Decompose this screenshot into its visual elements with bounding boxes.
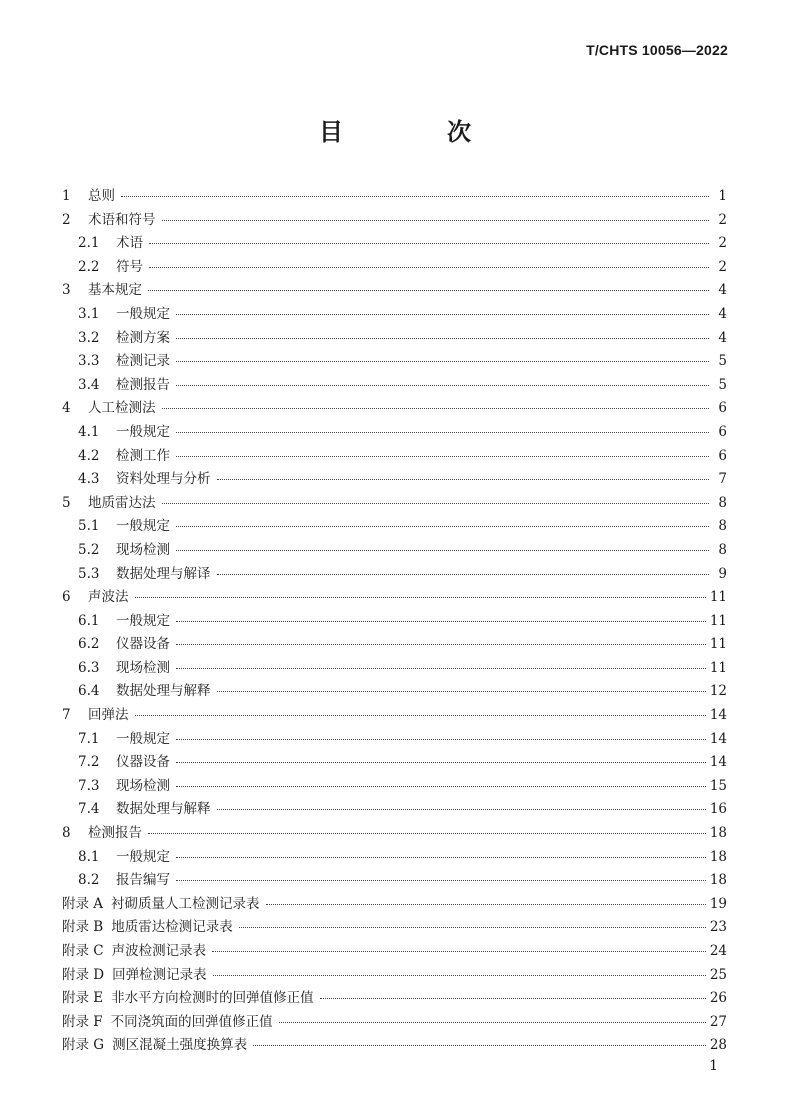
dot-leader: [176, 525, 709, 527]
toc-entry[interactable]: [62, 657, 727, 681]
toc-entry-number: 7.2: [78, 754, 100, 771]
dot-leader: [176, 738, 706, 740]
toc-entry[interactable]: [62, 846, 727, 870]
toc-entry[interactable]: [62, 798, 727, 822]
toc-entry-number: 8.1: [78, 848, 100, 865]
toc-entry[interactable]: [62, 775, 727, 799]
toc-entry[interactable]: [62, 515, 727, 539]
toc-entry-number: 8: [62, 825, 71, 842]
dot-leader: [212, 950, 706, 952]
toc-entry-page: 15: [709, 777, 727, 794]
toc-entry-title: 声波法: [88, 589, 129, 606]
toc-entry-page: 25: [709, 966, 727, 983]
dot-leader: [217, 808, 706, 810]
dot-leader: [176, 620, 706, 622]
dot-leader: [176, 667, 706, 669]
toc-entry-title: 回弹检测记录表: [112, 966, 207, 983]
toc-entry-page: 18: [709, 848, 727, 865]
toc-entry-page: 23: [709, 919, 727, 936]
dot-leader: [217, 573, 710, 575]
toc-entry-page: 2: [718, 211, 727, 228]
dot-leader: [148, 289, 709, 291]
toc-entry-number: 3.3: [78, 353, 100, 370]
toc-entry-page: 8: [718, 494, 727, 511]
toc-entry-page: 4: [718, 282, 727, 299]
toc-entry-title: 术语和符号: [88, 211, 156, 228]
toc-entry[interactable]: [62, 279, 727, 303]
toc-entry-title: 现场检测: [116, 777, 170, 794]
toc-entry-page: 8: [718, 541, 727, 558]
toc-entry-number: 6.1: [78, 612, 100, 629]
toc-entry-page: 28: [709, 1037, 727, 1054]
dot-leader: [176, 549, 709, 551]
toc-entry-number: 5.1: [78, 518, 100, 535]
toc-entry[interactable]: [62, 421, 727, 445]
toc-entry[interactable]: [62, 397, 727, 421]
toc-entry-title: 检测工作: [116, 447, 170, 464]
toc-entry-number: 1: [62, 188, 71, 204]
toc-entry[interactable]: [62, 185, 727, 209]
dot-leader: [135, 714, 706, 716]
toc-entry-number: 8.2: [78, 872, 100, 889]
toc-entry-page: 14: [709, 754, 727, 771]
toc-entry-title: 人工检测法: [88, 400, 156, 417]
toc-entry-number: 4.1: [78, 423, 100, 440]
dot-leader: [148, 832, 706, 834]
toc-entry[interactable]: [62, 680, 727, 704]
toc-entry-page: 14: [709, 707, 727, 724]
toc-entry-page: 2: [718, 235, 727, 252]
toc-entry-page: 4: [718, 329, 727, 346]
toc-entry-number: 3.2: [78, 329, 100, 346]
toc-entry-number: 附录 D: [62, 966, 105, 983]
toc-entry-page: 26: [709, 990, 727, 1007]
toc-entry-number: 7: [62, 707, 71, 724]
toc-entry-page: 6: [718, 423, 727, 440]
toc-entry[interactable]: [62, 492, 727, 516]
toc-entry-number: 7.1: [78, 730, 100, 747]
dot-leader: [176, 643, 706, 645]
dot-leader: [149, 242, 709, 244]
toc-entry-number: 4.2: [78, 447, 100, 464]
toc-entry[interactable]: [62, 1011, 727, 1035]
toc-entry-title: 术语: [116, 235, 143, 252]
dot-leader: [217, 478, 710, 480]
toc-entry-page: 27: [709, 1013, 727, 1030]
dot-leader: [162, 502, 710, 504]
table-of-contents: [62, 185, 727, 1058]
toc-entry-number: 6.3: [78, 659, 100, 676]
toc-entry-title: 一般规定: [116, 730, 170, 747]
toc-entry[interactable]: [62, 563, 727, 587]
dot-leader: [239, 926, 706, 928]
toc-entry-title: 不同浇筑面的回弹值修正值: [110, 1013, 273, 1030]
toc-entry[interactable]: [62, 209, 727, 233]
dot-leader: [217, 690, 706, 692]
toc-entry-title: 衬砌质量人工检测记录表: [111, 895, 260, 912]
toc-entry-title: 仪器设备: [116, 754, 170, 771]
toc-entry[interactable]: [62, 303, 727, 327]
dot-leader: [279, 1021, 706, 1023]
toc-entry-title: 一般规定: [116, 518, 170, 535]
dot-leader: [176, 384, 709, 386]
dot-leader: [176, 879, 706, 881]
toc-entry-page: 24: [709, 943, 727, 959]
toc-entry-page: 8: [718, 518, 727, 535]
toc-entry[interactable]: [62, 374, 727, 398]
toc-entry-title: 检测方案: [116, 329, 170, 346]
toc-entry-page: 6: [718, 447, 727, 464]
toc-entry-title: 数据处理与解释: [116, 683, 211, 700]
toc-entry-page: 12: [709, 683, 727, 700]
toc-entry-number: 5: [62, 494, 71, 511]
toc-entry-number: 5.2: [78, 541, 100, 558]
toc-entry[interactable]: [62, 869, 727, 893]
dot-leader: [121, 195, 709, 197]
toc-entry-title: 一般规定: [116, 612, 170, 629]
toc-entry-title: 符号: [116, 258, 143, 275]
toc-entry-title: 数据处理与解译: [116, 565, 211, 582]
toc-entry[interactable]: [62, 256, 727, 280]
toc-entry-page: 7: [718, 471, 727, 488]
toc-entry[interactable]: [62, 445, 727, 469]
dot-leader: [176, 360, 709, 362]
toc-entry[interactable]: [62, 586, 727, 610]
toc-entry[interactable]: [62, 940, 727, 964]
toc-entry-title: 现场检测: [116, 541, 170, 558]
toc-entry-title: 仪器设备: [116, 636, 170, 653]
toc-title: 目 次: [319, 118, 511, 146]
toc-entry-page: 11: [709, 589, 727, 606]
toc-entry-title: 一般规定: [116, 305, 170, 322]
toc-entry-title: 地质雷达法: [88, 494, 156, 511]
toc-entry-title: 报告编写: [116, 872, 170, 889]
toc-entry-page: 9: [718, 565, 727, 582]
toc-entry-title: 测区混凝土强度换算表: [112, 1037, 248, 1054]
toc-entry[interactable]: [62, 893, 727, 917]
toc-entry-title: 检测报告: [116, 376, 170, 393]
toc-entry-title: 数据处理与解释: [116, 801, 211, 818]
toc-entry-number: 附录 A: [62, 895, 104, 912]
toc-entry-title: 声波检测记录表: [111, 943, 207, 959]
dot-leader: [162, 219, 710, 221]
toc-entry-number: 附录 G: [62, 1037, 105, 1054]
dot-leader: [176, 785, 706, 787]
toc-entry-number: 2.1: [78, 235, 100, 252]
toc-entry-title: 一般规定: [116, 423, 170, 440]
toc-entry-title: 基本规定: [88, 282, 142, 299]
dot-leader: [320, 997, 706, 999]
toc-entry-number: 4: [62, 400, 71, 417]
toc-entry-page: 18: [709, 872, 727, 889]
toc-entry-page: 14: [709, 730, 727, 747]
toc-entry-number: 2: [62, 211, 71, 228]
toc-entry-page: 18: [709, 825, 727, 842]
toc-entry-number: 附录 E: [62, 990, 104, 1007]
toc-entry[interactable]: [62, 468, 727, 492]
toc-entry-title: 检测报告: [88, 825, 142, 842]
toc-entry-page: 19: [709, 895, 727, 912]
dot-leader: [176, 761, 706, 763]
page-number: 1: [709, 1058, 718, 1074]
toc-entry-page: 11: [709, 659, 727, 676]
toc-entry-number: 4.3: [78, 471, 100, 488]
toc-entry-title: 地质雷达检测记录表: [111, 919, 233, 936]
toc-entry[interactable]: [62, 610, 727, 634]
toc-entry-title: 现场检测: [116, 659, 170, 676]
toc-entry-page: 16: [709, 801, 727, 818]
toc-entry[interactable]: [62, 987, 727, 1011]
dot-leader: [266, 903, 706, 905]
dot-leader: [176, 313, 709, 315]
toc-entry-number: 7.3: [78, 777, 100, 794]
toc-entry-title: 检测记录: [116, 353, 170, 370]
toc-entry-number: 3.1: [78, 305, 100, 322]
toc-entry[interactable]: [62, 350, 727, 374]
dot-leader: [213, 974, 706, 976]
dot-leader: [135, 596, 706, 598]
dot-leader: [176, 455, 709, 457]
toc-entry[interactable]: [62, 1034, 727, 1058]
toc-entry-page: 6: [718, 400, 727, 417]
dot-leader: [176, 856, 706, 858]
toc-entry-title: 资料处理与分析: [116, 471, 211, 488]
dot-leader: [149, 266, 709, 268]
toc-entry[interactable]: [62, 539, 727, 563]
toc-entry-number: 附录 C: [62, 943, 104, 959]
toc-entry-page: 5: [718, 353, 727, 370]
toc-entry-page: 11: [709, 612, 727, 629]
toc-entry-page: 4: [718, 305, 727, 322]
toc-entry[interactable]: [62, 633, 727, 657]
dot-leader: [176, 337, 709, 339]
toc-entry-number: 6.4: [78, 683, 100, 700]
toc-entry-title: 一般规定: [116, 848, 170, 865]
toc-entry-number: 7.4: [78, 801, 100, 818]
toc-entry-title: 回弹法: [88, 707, 129, 724]
toc-entry[interactable]: [62, 704, 727, 728]
toc-entry-page: 11: [709, 636, 727, 653]
toc-entry-number: 2.2: [78, 258, 100, 275]
dot-leader: [162, 407, 710, 409]
toc-entry-number: 附录 B: [62, 919, 104, 936]
toc-entry[interactable]: [62, 232, 727, 256]
toc-entry-page: 2: [718, 258, 727, 275]
toc-entry[interactable]: [62, 751, 727, 775]
toc-entry[interactable]: [62, 327, 727, 351]
toc-entry-number: 5.3: [78, 565, 100, 582]
toc-entry-number: 附录 F: [62, 1013, 103, 1030]
standard-code: T/CHTS 10056—2022: [586, 42, 728, 58]
toc-entry-title: 总则: [88, 188, 115, 204]
toc-entry-title: 非水平方向检测时的回弹值修正值: [111, 990, 314, 1007]
toc-entry-number: 6: [62, 589, 71, 606]
dot-leader: [176, 431, 709, 433]
toc-entry-number: 6.2: [78, 636, 100, 653]
toc-entry-page: 5: [718, 376, 727, 393]
toc-entry-number: 3.4: [78, 376, 100, 393]
toc-entry[interactable]: [62, 822, 727, 846]
dot-leader: [253, 1044, 706, 1046]
toc-entry[interactable]: [62, 964, 727, 988]
toc-entry-page: 1: [718, 188, 727, 204]
toc-entry[interactable]: [62, 728, 727, 752]
toc-entry-number: 3: [62, 282, 71, 299]
toc-entry[interactable]: [62, 916, 727, 940]
